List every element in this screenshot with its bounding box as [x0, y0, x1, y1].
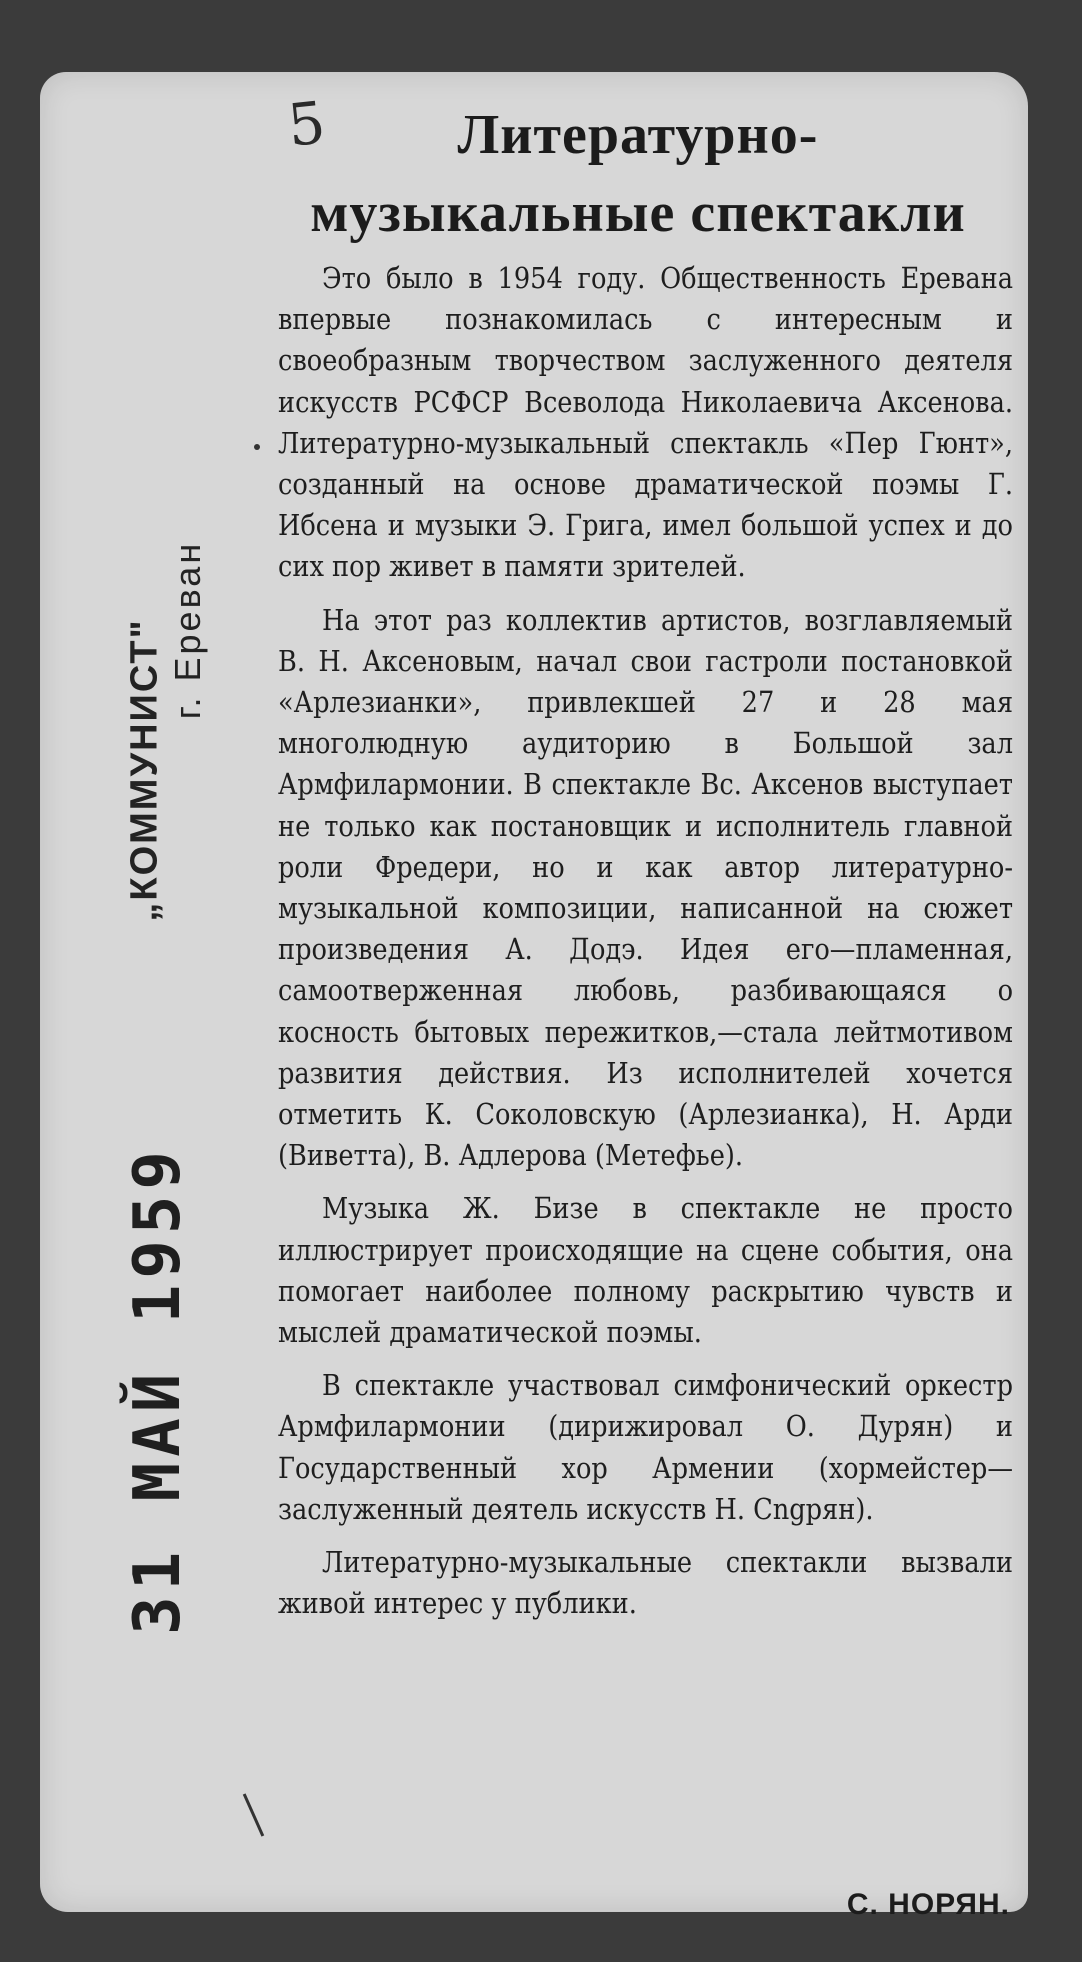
- newspaper-source-stamp: „КОММУНИСТ": [123, 618, 166, 922]
- article-paragraph: В спектакле участвовал симфонический оркестр Армфилармонии (дирижировал О. Дурян) и Государственный хор Армении (хормейстер—заслуженный деятель искусств Н. Сngрян).: [278, 1369, 1013, 1526]
- author-signature: С. НОРЯН.: [846, 1888, 1010, 1921]
- article-paragraph: Это было в 1954 году. Общественность Еревана впервые познакомилась с интересным и своеобразным творчеством заслуженного деятеля искусств РСФСР Всеволода Николаевича Аксенова. Литературно-музыкальный спектакль «Пер Гюнт», созданный на основе драматической поэмы Г. Ибсена и музыки Э. Грига, имел большой успех и до сих пор живет в памяти зрителей.: [278, 262, 1013, 584]
- date-stamp: 31 МАЙ 1959: [121, 1145, 195, 1635]
- margin-dot-mark: [254, 444, 260, 450]
- article-paragraph: На этот раз коллектив артистов, возглавляемый В. Н. Аксеновым, начал свои гастроли постановкой «Арлезианки», привлекшей 27 и 28 мая многолюдную аудиторию в Большой зал Армфилармонии. В спектакле Вс. Аксенов выступает не только как постановщик и исполнитель главной роли Фредери, но и как автор литературно-музыкальной композиции, написанной на сюжет произведения А. Додэ. Идея его—пламенная, самоотверженная любовь, разбивающаяся о косность бытовых пережитков,—стала лейтмотивом развития действия. Из исполнителей хочется отметить К. Соколовскую (Арлезианка), Н. Арди (Виветта), В. Адлерова (Метефье).: [278, 603, 1013, 1173]
- city-stamp: г. Ереван: [167, 540, 208, 720]
- article-paragraph: Музыка Ж. Бизе в спектакле не просто иллюстрирует происходящие на сцене события, она помогает наиболее полному раскрытию чувств и мыслей драматической поэмы.: [278, 1192, 1013, 1350]
- article-headline: [268, 96, 1008, 252]
- article-paragraph: Литературно-музыкальные спектакли вызвали живой интерес у публики.: [278, 1546, 1013, 1621]
- pencil-number-mark: 5: [284, 88, 329, 160]
- headline-line-1: Литературно-: [457, 104, 819, 166]
- article-body: [278, 258, 1013, 1637]
- headline-line-2: музыкальные спектакли: [310, 182, 966, 244]
